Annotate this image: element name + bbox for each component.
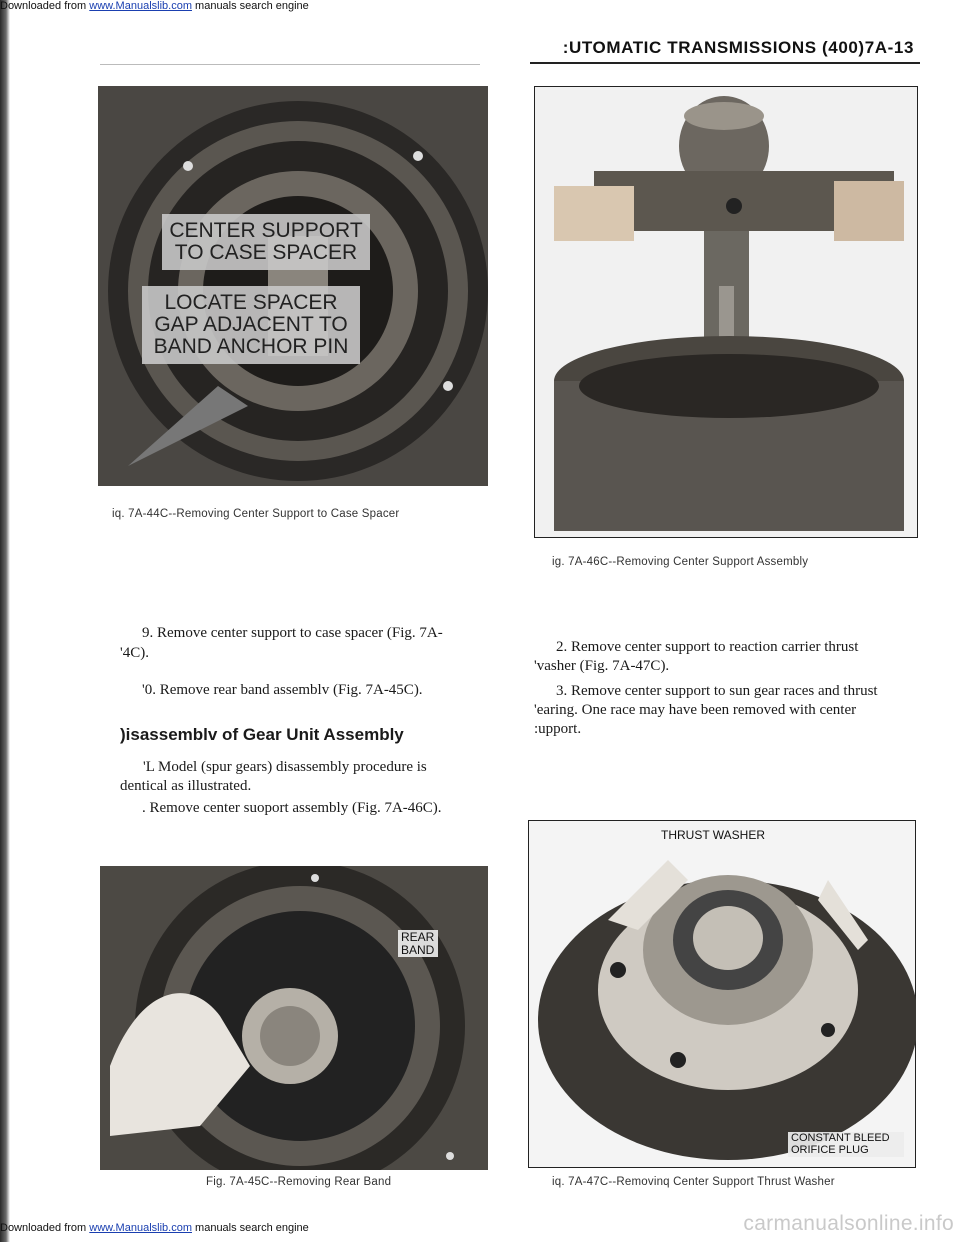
figure-45c-illustration bbox=[100, 866, 488, 1170]
download-footer bbox=[0, 1222, 309, 1234]
figure-44c-label-spacer-text: CENTER SUPPORT TO CASE SPACER bbox=[169, 219, 363, 265]
step-3-line-2: 'earing. One race may have been removed with center bbox=[534, 702, 857, 718]
step-10-text: '0. Remove rear band assemblv (Fig. 7A-45C). bbox=[142, 682, 423, 698]
banner-suffix: manuals search engine bbox=[191, 0, 309, 12]
footer-suffix: manuals search engine bbox=[191, 1222, 309, 1234]
figure-45c-label-rear-band bbox=[398, 930, 438, 957]
figure-45c-caption: Fig. 7A-45C--Removing Rear Band bbox=[206, 1176, 392, 1188]
figure-47c-caption: iq. 7A-47C--Removinq Center Support Thrust Washer bbox=[552, 1176, 835, 1188]
figure-47c-label-thrust-washer bbox=[658, 828, 768, 843]
step-2-line-2: 'vasher (Fig. 7A-47C). bbox=[534, 658, 670, 674]
step-9-line1: 9. Remove center support to case spacer (Fig. 7A- bbox=[142, 625, 443, 641]
footer-link[interactable]: www.Manualslib.com bbox=[89, 1222, 192, 1234]
figure-46c-illustration bbox=[534, 86, 918, 538]
note-line-1: 'L Model (spur gears) disassembly procedure is bbox=[143, 759, 427, 775]
step-3-line-1: 3. Remove center support to sun gear races and thrust bbox=[556, 683, 878, 699]
figure-47c-label-top-text: THRUST WASHER bbox=[661, 828, 766, 842]
step-1-text: . Remove center suoport assembly (Fig. 7A-46C). bbox=[142, 800, 442, 816]
figure-45c-label-text: REAR BAND bbox=[401, 930, 435, 957]
figure-47c-label-orifice-plug bbox=[788, 1132, 904, 1157]
step-2-line-1: 2. Remove center support to reaction carrier thrust bbox=[556, 639, 859, 655]
figure-46c-photo bbox=[534, 86, 918, 538]
figure-47c-illustration bbox=[528, 820, 916, 1168]
note-line-2: dentical as illustrated. bbox=[120, 778, 252, 794]
watermark: carmanualsonline.info bbox=[743, 1212, 954, 1235]
header-rule bbox=[530, 62, 920, 64]
banner-prefix: Downloaded from bbox=[0, 0, 90, 12]
step-9-continued: '4C). bbox=[120, 645, 149, 661]
section-heading-gear-unit: )isassemblv of Gear Unit Assembly bbox=[120, 725, 404, 744]
header-rule-faint bbox=[100, 64, 480, 65]
footer-prefix: Downloaded from bbox=[0, 1222, 90, 1234]
figure-44c-label-gap bbox=[142, 286, 360, 364]
figure-44c-caption: iq. 7A-44C--Removing Center Support to Case Spacer bbox=[112, 508, 400, 520]
figure-47c-photo bbox=[528, 820, 916, 1168]
step-3-line-3: :upport. bbox=[534, 721, 582, 737]
step-9-text bbox=[142, 624, 443, 643]
page-header-title: :UTOMATIC TRANSMISSIONS (400)7A-13 bbox=[562, 38, 914, 57]
figure-44c-label-spacer bbox=[162, 214, 370, 270]
download-banner bbox=[0, 0, 309, 12]
figure-47c-label-bottom-text: CONSTANT BLEED ORIFICE PLUG bbox=[791, 1132, 890, 1156]
figure-46c-caption: ig. 7A-46C--Removing Center Support Assembly bbox=[552, 556, 809, 568]
scan-edge bbox=[0, 0, 10, 1242]
banner-link[interactable]: www.Manualslib.com bbox=[89, 0, 192, 12]
figure-45c-photo bbox=[100, 866, 488, 1170]
figure-44c-label-gap-text: LOCATE SPACER GAP ADJACENT TO BAND ANCHOR PIN bbox=[153, 291, 349, 359]
figure-44c-photo bbox=[98, 86, 488, 486]
